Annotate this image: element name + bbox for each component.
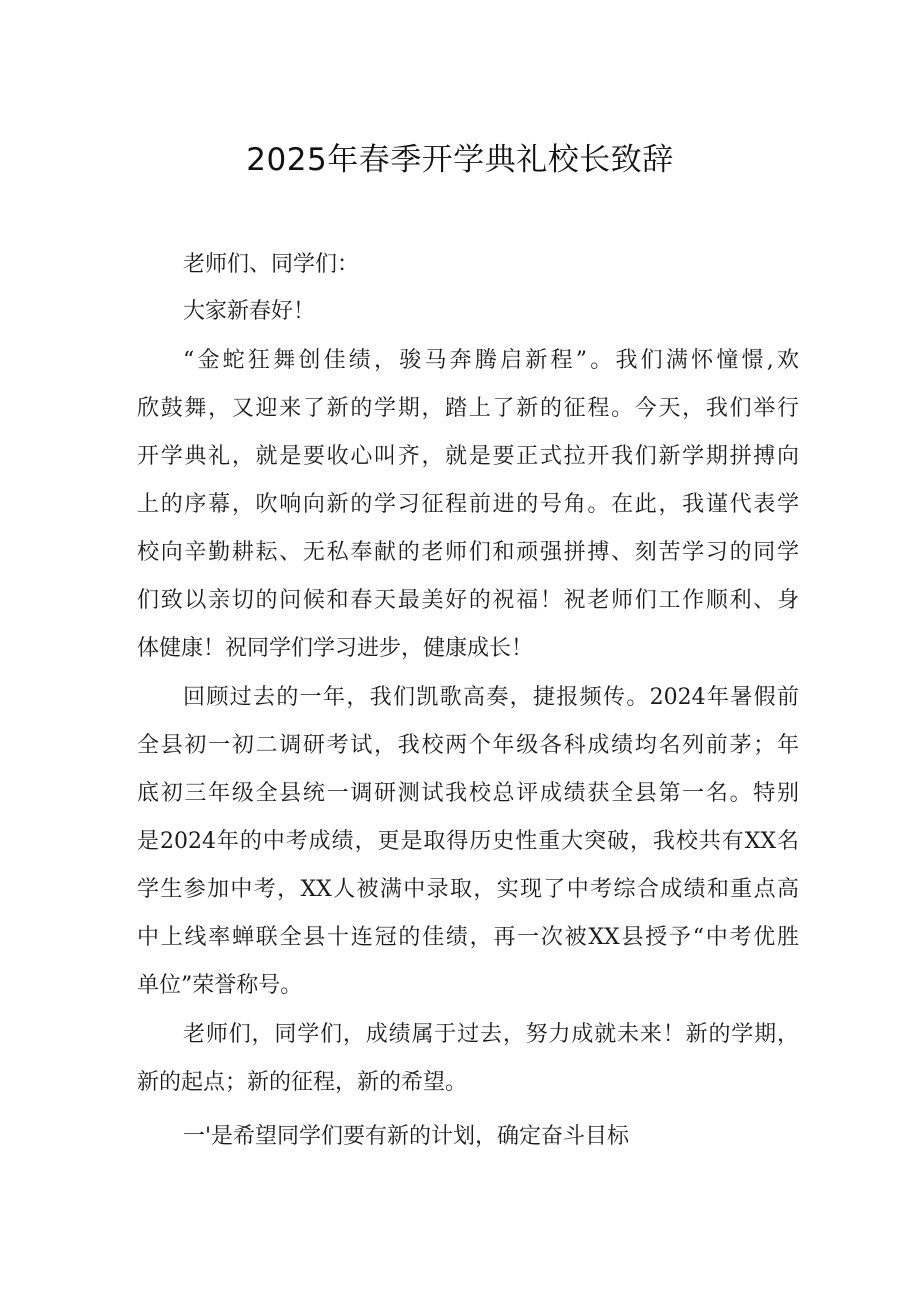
paragraph-line: 中上线率蝉联全县十连冠的佳绩，再一次被XX县授予“中考优胜 [137, 925, 799, 950]
salutation-line: 老师们、同学们： [183, 252, 360, 277]
paragraph-line: 老师们，同学们，成绩属于过去，努力成就未来！新的学期， [183, 1022, 799, 1047]
paragraph-line: 欣鼓舞，又迎来了新的学期，踏上了新的征程。今天，我们举行 [137, 396, 799, 421]
paragraph-line: 开学典礼，就是要收心叫齐，就是要正式拉开我们新学期拼搏向 [137, 444, 799, 469]
paragraph-line: 上的序幕，吹响向新的学习征程前进的号角。在此，我谨代表学 [137, 492, 799, 517]
paragraph-line: 们致以亲切的问候和春天最美好的祝福！祝老师们工作顺利、身 [137, 588, 799, 613]
paragraph-line: 回顾过去的一年，我们凯歌高奏，捷报频传。2024年暑假前 [183, 685, 799, 710]
document-title: 2025年春季开学典礼校长致辞 [246, 142, 674, 178]
paragraph-line: “金蛇狂舞创佳绩，骏马奔腾启新程”。我们满怀憧憬,欢 [183, 348, 799, 373]
paragraph-line: 体健康！祝同学们学习进步，健康成长！ [137, 636, 534, 661]
paragraph-line: 全县初一初二调研考试，我校两个年级各科成绩均名列前茅；年 [137, 733, 799, 758]
paragraph-line: 新的起点；新的征程，新的希望。 [137, 1070, 468, 1095]
section-heading-line: 一'是希望同学们要有新的计划，确定奋斗目标 [183, 1124, 630, 1149]
paragraph-line: 校向辛勤耕耘、无私奉献的老师们和顽强拼搏、刻苦学习的同学 [137, 540, 799, 565]
paragraph-line: 单位”荣誉称号。 [137, 973, 303, 998]
greeting-line: 大家新春好！ [183, 299, 316, 324]
paragraph-line: 是2024年的中考成绩，更是取得历史性重大突破，我校共有XX名 [137, 829, 799, 854]
paragraph-line: 底初三年级全县统一调研测试我校总评成绩获全县第一名。特别 [137, 781, 799, 806]
paragraph-line: 学生参加中考，XX人被满中录取，实现了中考综合成绩和重点高 [137, 877, 799, 902]
